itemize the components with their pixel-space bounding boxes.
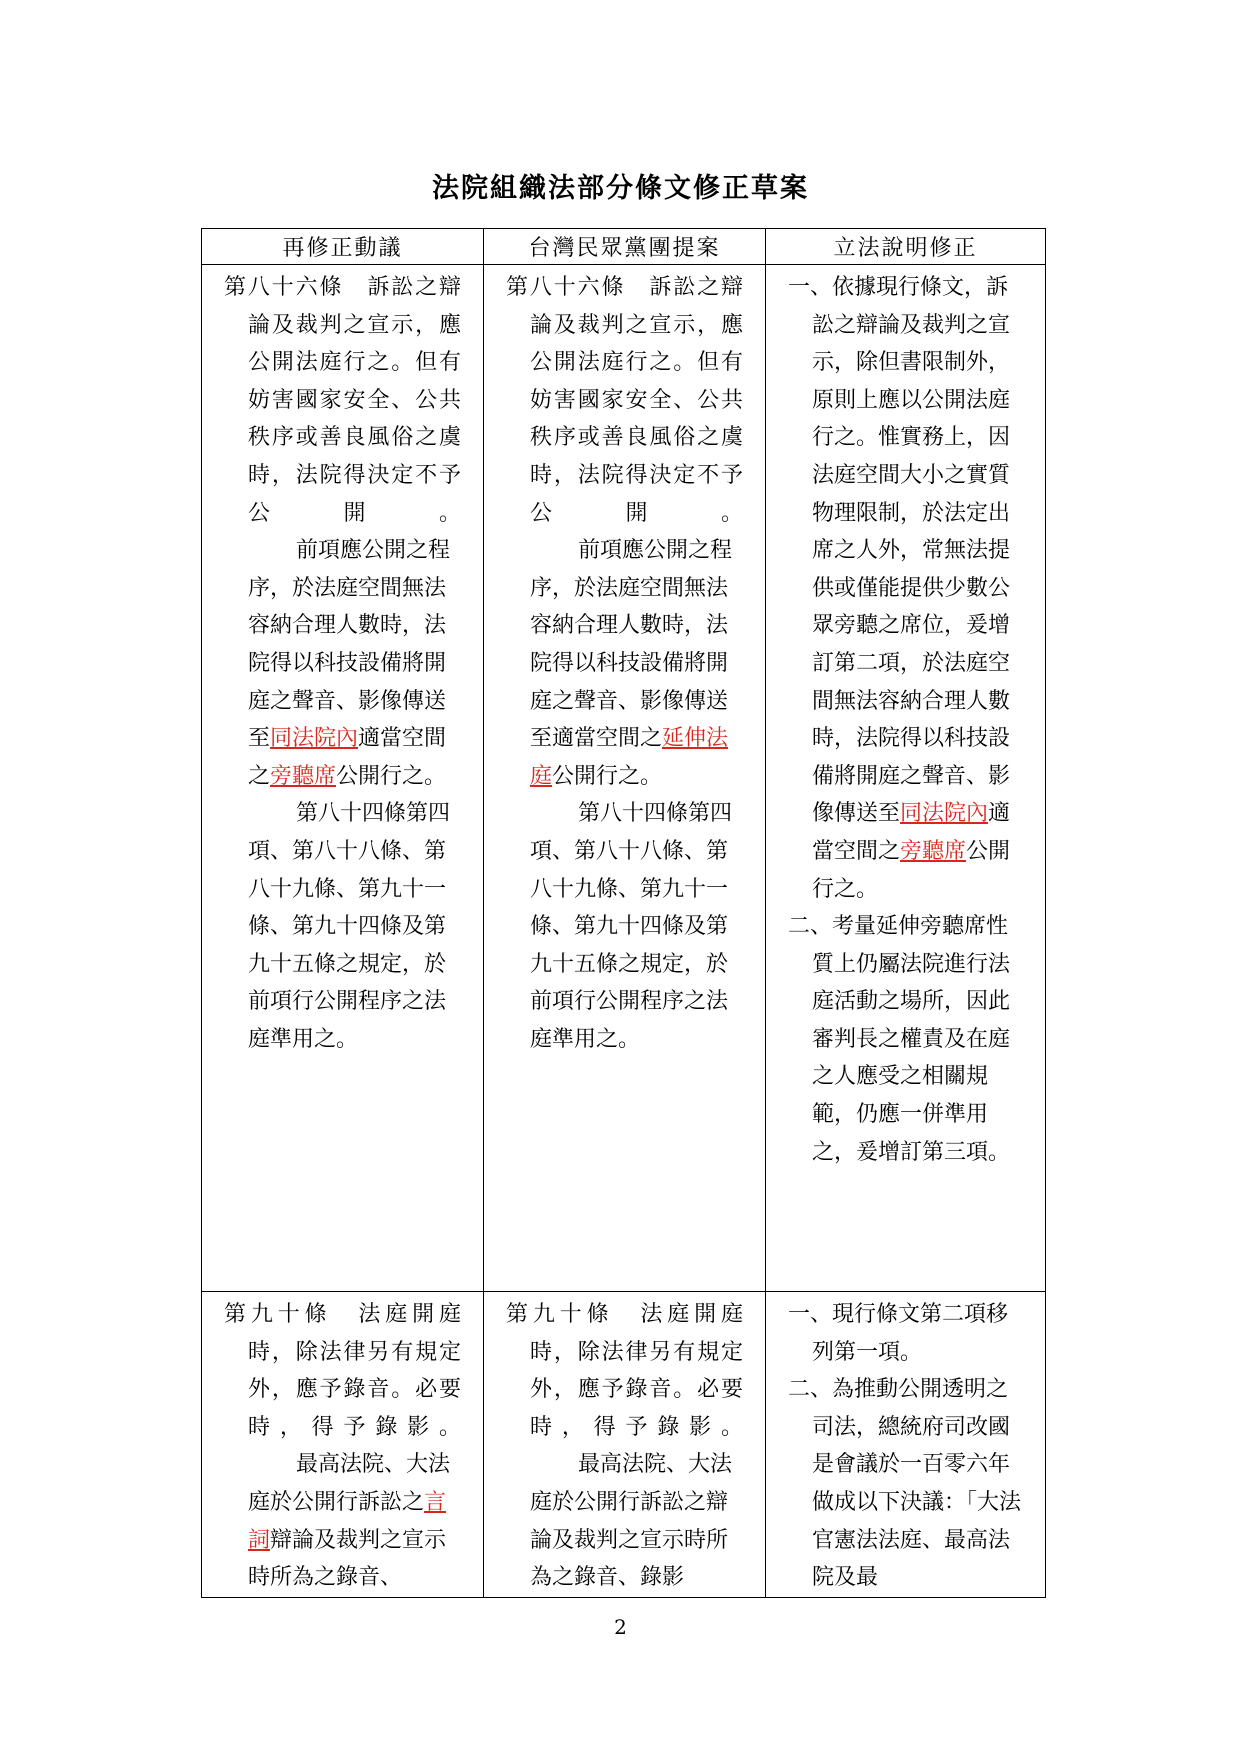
- header-revised-motion: 再修正動議: [202, 229, 484, 265]
- cell-revised-motion-art90: [202, 1292, 484, 1598]
- article-text: 第八十六條 訴訟之辯論及裁判之宣示，應公開法庭行之。但有妨害國家安全、公共秩序或善良風俗之虞時，法院得決定不予公開。: [224, 275, 461, 526]
- cell-explanation-art90: [766, 1292, 1046, 1598]
- table-row: [202, 265, 1046, 1292]
- article-text: 第九十條 法庭開庭時，除法律另有規定外，應予錄音。必要時，得予錄影。: [224, 1302, 461, 1440]
- cell-revised-motion-art86: [202, 265, 484, 1292]
- amended-text: 同法院內: [900, 801, 989, 827]
- paragraph-2: 最高法院、大法庭於公開行訴訟之言詞辯論及裁判之宣示時所為之錄音、: [248, 1452, 451, 1591]
- page-number: 2: [614, 1615, 627, 1639]
- table-header-row: [202, 229, 1046, 265]
- explanation-item-1: 一、依據現行條文，訴訟之辯論及裁判之宣示，除但書限制外，原則上應以公開法庭行之。惟實務上，因法庭空間大小之實質物理限制，於法定出席之人外，常無法提供或僅能提供少數公眾旁聽之席位，爰增訂第二項，於法庭空間無法容納合理人數時，法院得以科技設備將開庭之聲音、影像傳送至同法院內適當空間之旁聽席公開行之。: [788, 275, 1011, 902]
- comparison-table: [201, 228, 1046, 1598]
- paragraph-2: 最高法院、大法庭於公開行訴訟之辯論及裁判之宣示時所為之錄音、錄影: [530, 1452, 733, 1591]
- amended-text: 旁聽席: [900, 838, 967, 864]
- paragraph-2: 前項應公開之程序，於法庭空間無法容納合理人數時，法院得以科技設備將開庭之聲音、影像傳送至適當空間之延伸法庭公開行之。: [530, 538, 733, 789]
- amended-text: 言詞: [248, 1489, 447, 1553]
- paragraph-3: 第八十四條第四項、第八十八條、第八十九條、第九十一條、第九十四條及第九十五條之規定，於前項行公開程序之法庭準用之。: [530, 801, 733, 1052]
- article-text: 第九十條 法庭開庭時，除法律另有規定外，應予錄音。必要時，得予錄影。: [506, 1302, 743, 1440]
- cell-explanation-art86: [766, 265, 1046, 1292]
- paragraph-2: 前項應公開之程序，於法庭空間無法容納合理人數時，法院得以科技設備將開庭之聲音、影像傳送至同法院內適當空間之旁聽席公開行之。: [248, 538, 451, 789]
- header-legislative-explanation: 立法說明修正: [766, 229, 1046, 265]
- amended-text: 旁聽席: [270, 763, 337, 789]
- explanation-item-2: 二、考量延伸旁聽席性質上仍屬法院進行法庭活動之場所，因此審判長之權責及在庭之人應受之相關規範，仍應一併準用之，爰增訂第三項。: [788, 914, 1011, 1165]
- article-text: 第八十六條 訴訟之辯論及裁判之宣示，應公開法庭行之。但有妨害國家安全、公共秩序或善良風俗之虞時，法院得決定不予公開。: [506, 275, 743, 526]
- header-tpp-proposal: 台灣民眾黨團提案: [484, 229, 766, 265]
- cell-tpp-proposal-art90: [484, 1292, 766, 1598]
- paragraph-3: 第八十四條第四項、第八十八條、第八十九條、第九十一條、第九十四條及第九十五條之規定，於前項行公開程序之法庭準用之。: [248, 801, 451, 1052]
- amended-text: 同法院內: [270, 726, 359, 752]
- table-row: [202, 1292, 1046, 1598]
- document-title: 法院組織法部分條文修正草案: [432, 173, 809, 204]
- amended-text: 延伸法庭: [530, 726, 729, 789]
- explanation-item-1: 一、現行條文第二項移列第一項。: [788, 1302, 1009, 1365]
- explanation-item-2: 二、為推動公開透明之司法，總統府司改國是會議於一百零六年做成以下決議：「大法官憲法法庭、最高法院及最: [788, 1377, 1022, 1591]
- cell-tpp-proposal-art86: [484, 265, 766, 1292]
